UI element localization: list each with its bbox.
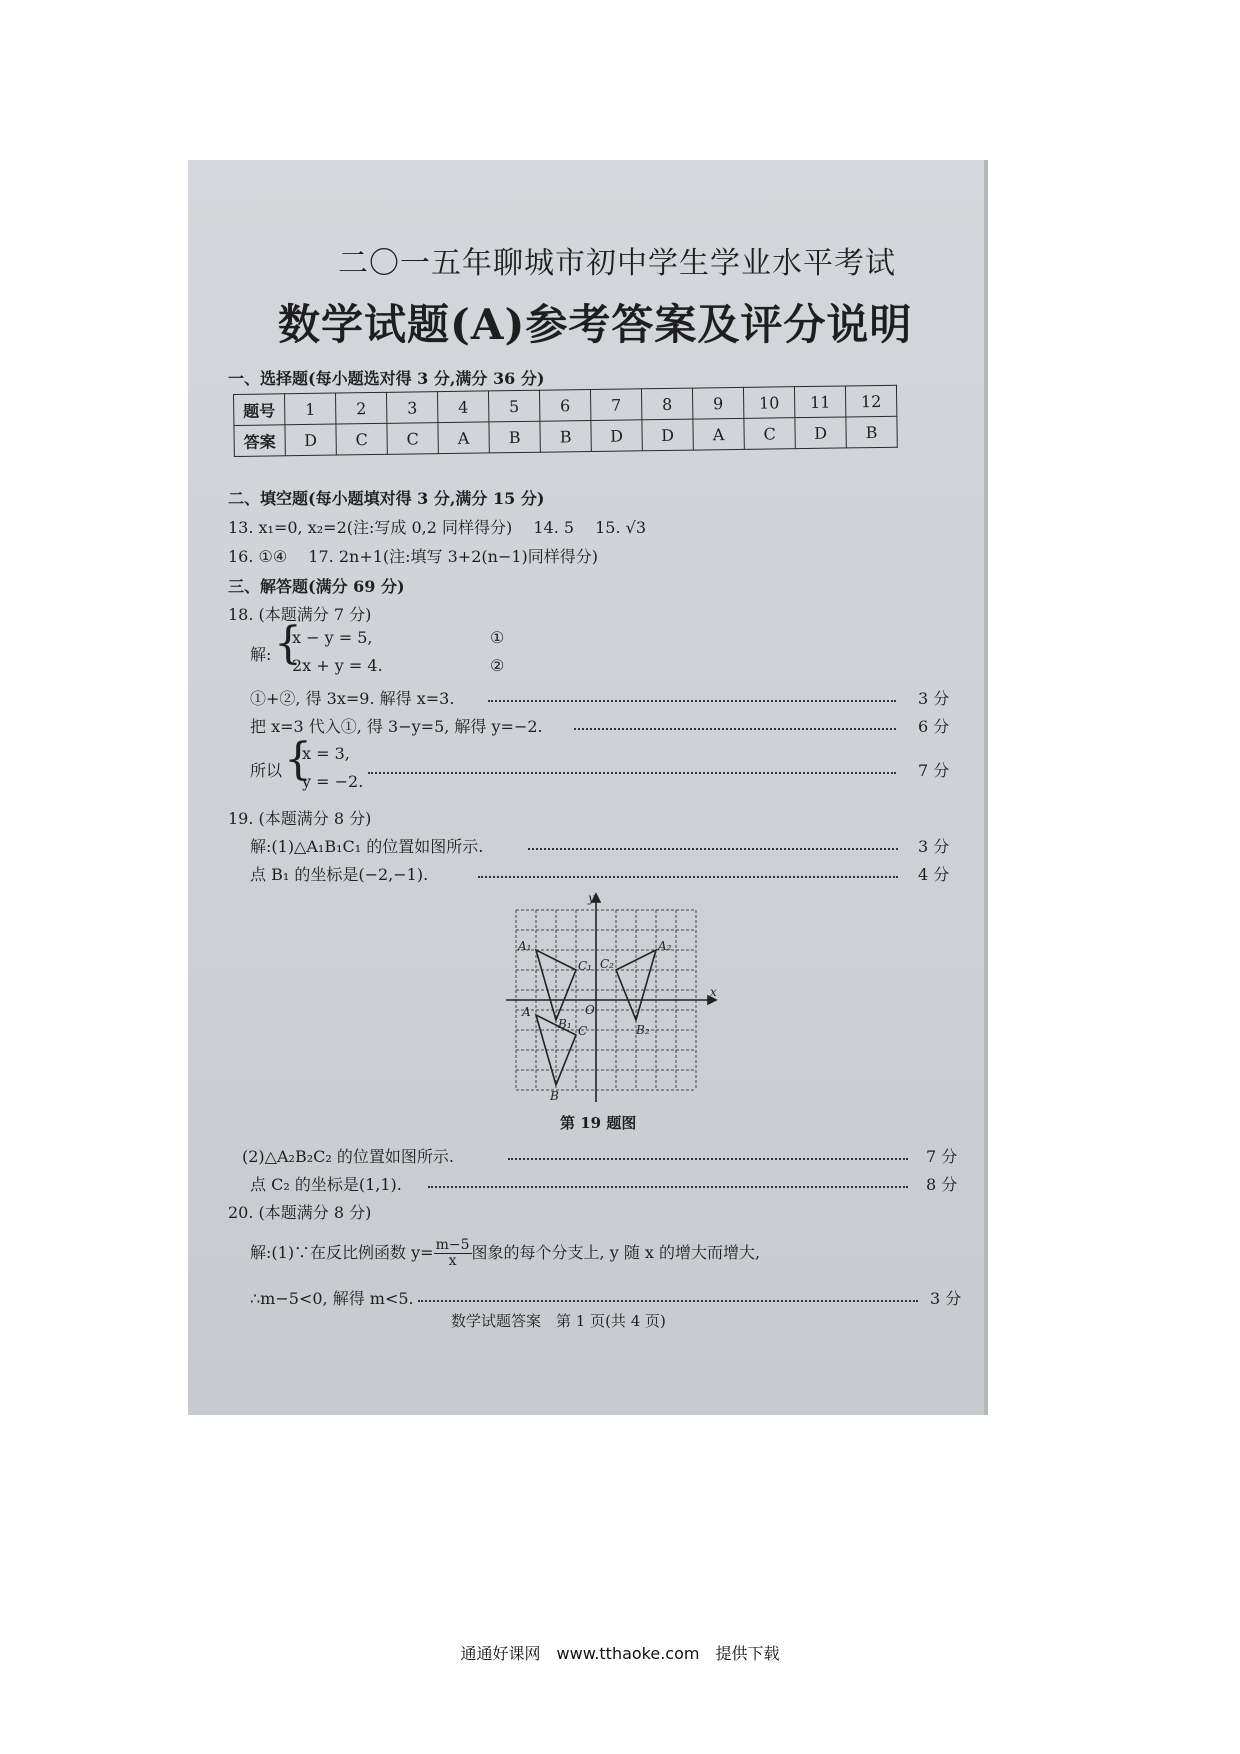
fraction-denominator: x: [448, 1253, 457, 1269]
coordinate-grid-figure: [506, 890, 726, 1106]
scanned-answer-sheet-photo: [188, 160, 988, 1415]
q18-solution-y: y = −2.: [302, 772, 364, 791]
question-number: 5: [488, 390, 539, 422]
figure-caption: 第 19 题图: [560, 1114, 637, 1132]
circled-one-mark: ①: [490, 628, 505, 647]
question-number: 11: [794, 386, 845, 418]
question-number: 1: [285, 393, 336, 425]
q18-step-1: ①+②, 得 3x=9. 解得 x=3.: [250, 689, 455, 708]
point-label-b: B: [550, 1089, 559, 1103]
score-points: 6 分: [918, 717, 950, 736]
dotted-leader: [528, 848, 898, 850]
score-points: 4 分: [918, 865, 950, 884]
question-number: 12: [845, 385, 896, 417]
answer-cell: A: [438, 422, 489, 454]
q20-step-2: ∴m−5<0, 解得 m<5.: [250, 1289, 414, 1308]
answer-cell: D: [795, 417, 846, 449]
fill-blank-answers-16-17: 16. ①④ 17. 2n+1(注:填写 3+2(n−1)同样得分): [228, 547, 599, 566]
point-label-a: A: [522, 1005, 531, 1019]
exam-title: 二〇一五年聊城市初中学生学业水平考试: [338, 246, 896, 281]
q20-step-1-suffix: 图象的每个分支上, y 随 x 的增大而增大,: [471, 1243, 761, 1262]
score-points: 3 分: [918, 837, 950, 856]
question-number: 9: [692, 387, 743, 419]
q19-step-1: 解:(1)△A₁B₁C₁ 的位置如图所示.: [250, 837, 484, 856]
q19-heading: 19. (本题满分 8 分): [228, 809, 372, 828]
answer-cell: D: [642, 419, 693, 451]
dotted-leader: [428, 1186, 908, 1188]
point-label-a2: A₂: [658, 939, 672, 953]
score-points: 3 分: [930, 1289, 962, 1308]
section1-heading: 一、选择题(每小题选对得 3 分,满分 36 分): [228, 369, 545, 388]
q20-heading: 20. (本题满分 8 分): [228, 1203, 372, 1222]
axes: [506, 894, 716, 1102]
answer-cell: B: [489, 421, 540, 453]
row-label-answer: 答案: [234, 425, 285, 457]
question-number: 7: [590, 389, 641, 421]
q19-step-3: (2)△A₂B₂C₂ 的位置如图所示.: [242, 1147, 454, 1166]
fill-blank-answers-13-15: 13. x₁=0, x₂=2(注:写成 0,2 同样得分) 14. 5 15. √3: [228, 518, 647, 537]
point-label-b1: B₁: [558, 1017, 572, 1031]
answer-cell: A: [693, 418, 744, 450]
dotted-leader: [574, 728, 896, 730]
q19-step-2: 点 B₁ 的坐标是(−2,−1).: [250, 865, 429, 884]
origin-label: O: [585, 1003, 595, 1017]
answer-cell: B: [540, 421, 591, 453]
point-label-b2: B₂: [636, 1023, 650, 1037]
q18-equation-1: x − y = 5,: [292, 628, 373, 647]
axis-label-y: y: [588, 891, 595, 905]
choice-answer-table: [233, 385, 898, 457]
answer-cell: D: [591, 420, 642, 452]
row-label-question: 题号: [234, 394, 285, 426]
q19-step-4: 点 C₂ 的坐标是(1,1).: [250, 1175, 402, 1194]
fraction: [434, 1238, 472, 1269]
question-number: 6: [539, 390, 590, 422]
q18-heading: 18. (本题满分 7 分): [228, 605, 372, 624]
dotted-leader: [368, 772, 896, 774]
question-number: 4: [437, 391, 488, 423]
q18-step-2: 把 x=3 代入①, 得 3−y=5, 解得 y=−2.: [250, 717, 543, 736]
score-points: 7 分: [918, 761, 950, 780]
question-number: 2: [335, 392, 386, 424]
score-points: 3 分: [918, 689, 950, 708]
axis-label-x: x: [710, 985, 717, 999]
answer-cell: C: [336, 423, 387, 455]
q18-so-label: 所以: [250, 761, 283, 780]
question-number: 3: [386, 392, 437, 424]
page-footer: 数学试题答案 第 1 页(共 4 页): [451, 1312, 666, 1330]
point-label-c2: C₂: [600, 957, 614, 971]
left-brace-icon: {: [274, 618, 302, 669]
circled-two-mark: ②: [490, 656, 505, 675]
answer-cell: B: [846, 416, 897, 448]
download-credit-line: 通通好课网 www.tthaoke.com 提供下载: [460, 1644, 780, 1663]
question-number: 8: [641, 388, 692, 420]
score-points: 7 分: [926, 1147, 958, 1166]
answer-cell: C: [744, 418, 795, 450]
section2-heading: 二、填空题(每小题填对得 3 分,满分 15 分): [228, 489, 545, 508]
fraction-numerator: m−5: [435, 1237, 470, 1253]
point-label-c1: C₁: [578, 959, 592, 973]
q18-equation-2: 2x + y = 4.: [292, 656, 383, 675]
dotted-leader: [488, 700, 896, 702]
q18-solution-x: x = 3,: [302, 744, 350, 763]
answer-cell: C: [387, 423, 438, 455]
answer-cell: D: [285, 424, 336, 456]
section3-heading: 三、解答题(满分 69 分): [228, 577, 405, 596]
document-title: 数学试题(A)参考答案及评分说明: [278, 300, 913, 349]
question-number: 10: [743, 387, 794, 419]
left-brace-icon: {: [284, 734, 312, 785]
point-label-a1: A₁: [518, 939, 532, 953]
point-label-c: C: [578, 1024, 588, 1038]
dotted-leader: [418, 1300, 918, 1302]
q20-step-1-prefix: 解:(1)∵在反比例函数 y=: [250, 1243, 434, 1262]
dotted-leader: [478, 876, 898, 878]
q18-solve-label: 解:: [250, 645, 272, 664]
q20-step-1: [250, 1238, 760, 1269]
score-points: 8 分: [926, 1175, 958, 1194]
dotted-leader: [508, 1158, 908, 1160]
